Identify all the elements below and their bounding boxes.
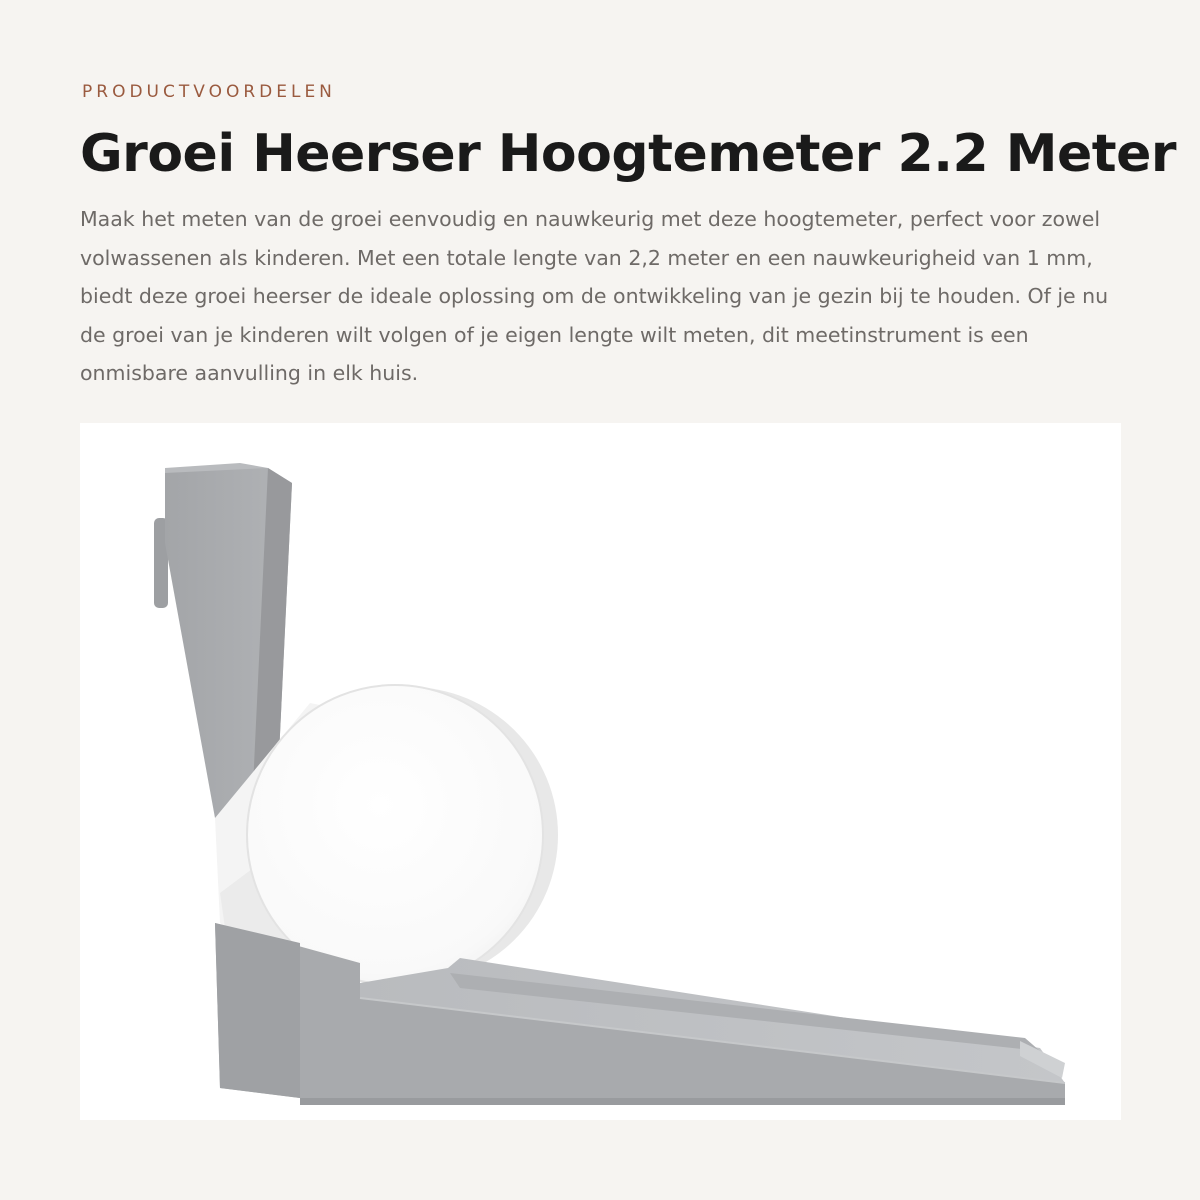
product-description: Maak het meten van de groei eenvoudig en nauwkeurig met deze hoogtemeter, perfect voor zowel volwassenen als kinderen. Met een totale lengte van 2,2 meter en een nauwkeurigheid van 1 mm, biedt deze groei heerser de ideale oplossing om de ontwikkeling van je gezin bij te houden. Of je nu de groei van je kinderen wilt volgen of je eigen lengte wilt meten, dit meetinstrument is een onmisbare aanvulling in elk huis.: [80, 207, 1109, 385]
section-eyebrow: PRODUCTVOORDELEN: [82, 82, 336, 102]
height-meter-illustration: [80, 423, 1121, 1120]
product-title: Groei Heerser Hoogtemeter 2.2 Meter: [80, 124, 1177, 184]
product-photo: [80, 423, 1121, 1120]
tape-disc: [247, 685, 543, 985]
